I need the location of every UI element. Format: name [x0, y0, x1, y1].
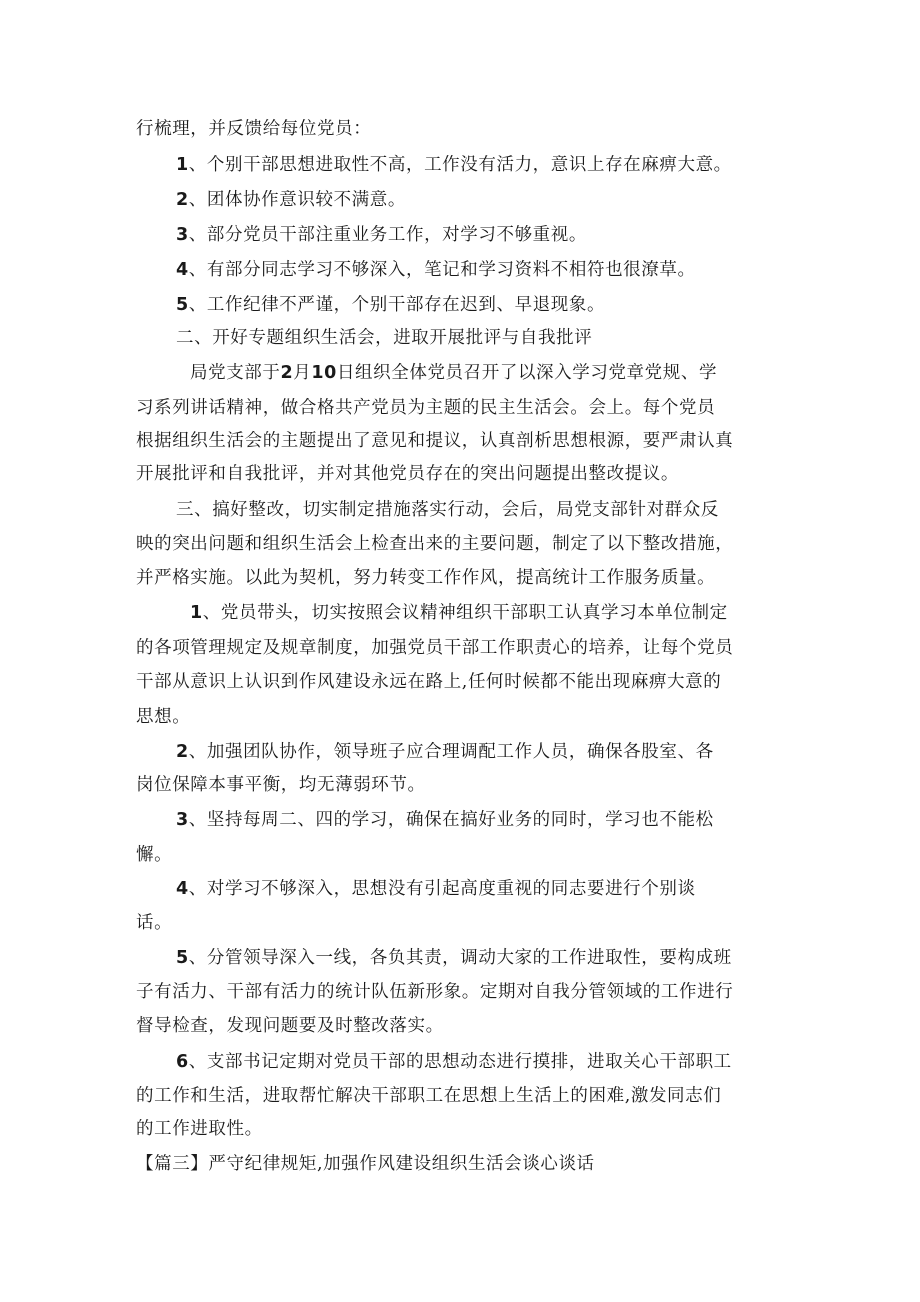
text-line: 懈。 — [136, 845, 173, 865]
text-line: 局党支部于2月10日组织全体党员召开了以深入学习党章党规、学 — [190, 363, 718, 383]
text-line: 的各项管理规定及规章制度，加强党员干部工作职责心的培养，让每个党员 — [136, 638, 734, 658]
text-line: 习系列讲话精神，做合格共产党员为主题的民主生活会。会上。每个党员 — [136, 398, 716, 418]
text-line: 行梳理，并反馈给每位党员： — [136, 119, 372, 139]
text-line: 督导检查，发现问题要及时整改落实。 — [136, 1016, 444, 1036]
measure-item-1: 1、党员带头，切实按照会议精神组织干部职工认真学习本单位制定 — [190, 603, 728, 623]
text-line: 岗位保障本事平衡，均无薄弱环节。 — [136, 775, 426, 795]
text-line: 思想。 — [136, 707, 191, 727]
measure-item-6: 6、支部书记定期对党员干部的思想动态进行摸排，进取关心干部职工 — [176, 1052, 732, 1072]
issue-item-2: 2、团体协作意识较不满意。 — [176, 190, 406, 210]
issue-item-5: 5、工作纪律不严谨，个别干部存在迟到、早退现象。 — [176, 295, 606, 315]
measure-item-4: 4、对学习不够深入，思想没有引起高度重视的同志要进行个别谈 — [176, 879, 696, 899]
text-line: 子有活力、干部有活力的统计队伍新形象。定期对自我分管领域的工作进行 — [136, 982, 734, 1002]
issue-item-4: 4、有部分同志学习不够深入，笔记和学习资料不相符也很潦草。 — [176, 260, 696, 280]
text-line: 开展批评和自我批评，并对其他党员存在的突出问题提出整改提议。 — [136, 464, 679, 484]
measure-item-3: 3、坚持每周二、四的学习，确保在搞好业务的同时，学习也不能松 — [176, 810, 714, 830]
text-line: 并严格实施。以此为契机，努力转变工作作风，提高统计工作服务质量。 — [136, 568, 716, 588]
text-line: 话。 — [136, 913, 173, 933]
text-line: 的工作进取性。 — [136, 1119, 263, 1139]
text-line: 根据组织生活会的主题提出了意见和提议，认真剖析思想根源，要严肃认真 — [136, 431, 734, 451]
issue-item-1: 1、个别干部思想进取性不高，工作没有活力，意识上存在麻痹大意。 — [176, 155, 732, 175]
text-line: 干部从意识上认识到作风建设永远在路上,任何时候都不能出现麻痹大意的 — [136, 672, 722, 692]
part-title: 【篇三】严守纪律规矩,加强作风建设组织生活会谈心谈话 — [136, 1154, 595, 1174]
section-heading: 三、搞好整改，切实制定措施落实行动，会后，局党支部针对群众反 — [176, 500, 719, 520]
text-line: 映的突出问题和组织生活会上检查出来的主要问题，制定了以下整改措施， — [136, 534, 734, 554]
measure-item-2: 2、加强团队协作，领导班子应合理调配工作人员，确保各股室、各 — [176, 742, 714, 762]
issue-item-3: 3、部分党员干部注重业务工作，对学习不够重视。 — [176, 225, 587, 245]
text-line: 的工作和生活，进取帮忙解决干部职工在思想上生活上的困难,激发同志们 — [136, 1086, 722, 1106]
measure-item-5: 5、分管领导深入一线，各负其责，调动大家的工作进取性，要构成班 — [176, 948, 732, 968]
section-heading: 二、开好专题组织生活会，进取开展批评与自我批评 — [176, 328, 593, 348]
